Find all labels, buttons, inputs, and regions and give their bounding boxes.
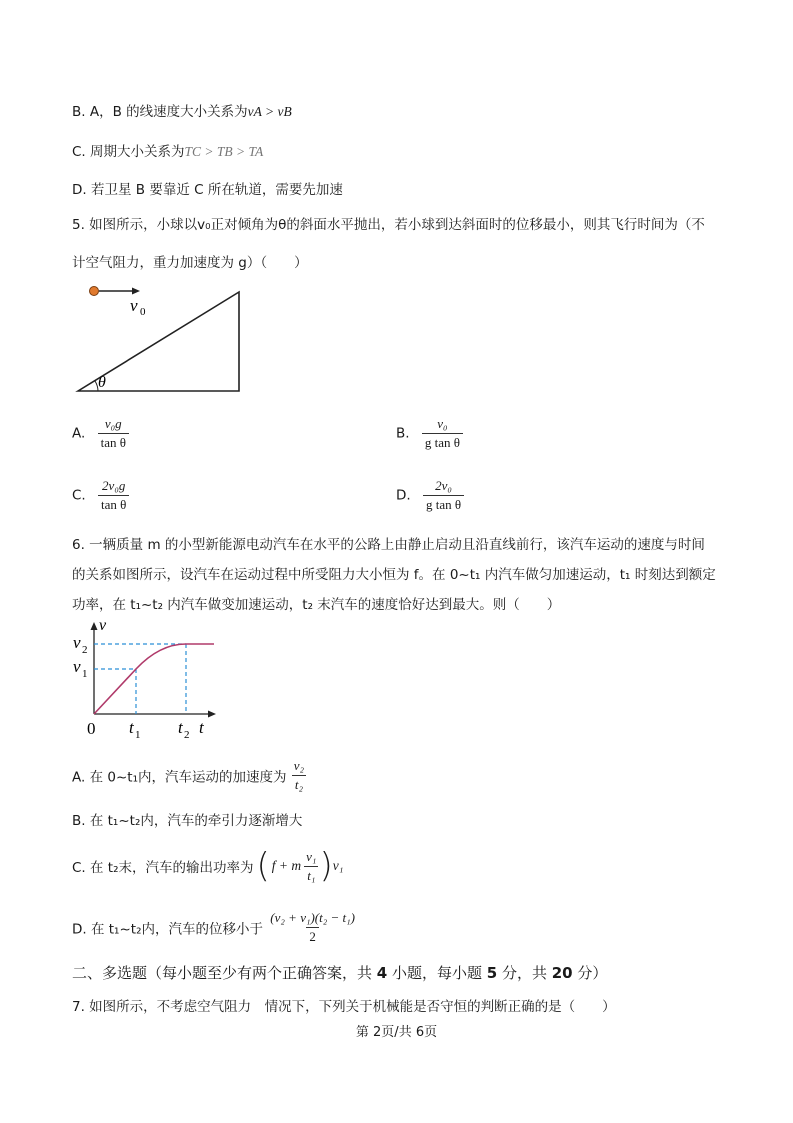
v1-subscript: 1 (82, 668, 88, 680)
v-axis-label: v (99, 617, 107, 634)
q4-option-d: D. 若卫星 B 要靠近 C 所在轨道，需要先加速 (72, 182, 343, 198)
q5-incline-figure (70, 280, 250, 395)
q4-option-c: C. 周期大小关系为TC > TB > TA (72, 144, 264, 160)
q5-option-d-fraction: $\frac{\text{2v₀}}{\text{g tan θ}}$ (423, 478, 464, 513)
v2-label: v (73, 633, 81, 652)
q6-option-b: B. 在 t₁~t₂内，汽车的牵引力逐渐增大 (72, 813, 303, 829)
page-footer: 第 2页/共 6页 (355, 1025, 438, 1040)
q4-option-b-math: vA > vB (247, 104, 292, 119)
q5-option-b: B. $\frac{\text{v₀}}{\text{g tan θ}}$ (396, 416, 463, 451)
ball-icon (90, 287, 99, 296)
q6-option-a-fraction: $\frac{\text{v₂}}{\text{t₂}}$ (293, 758, 305, 792)
q5-option-a-fraction: $\frac{\text{v₀g}}{\text{tan θ}}$ (98, 416, 129, 451)
v0-subscript: 0 (140, 306, 146, 318)
t2-label: t (178, 718, 183, 737)
q5-stem-line2: 计空气阻力，重力加速度为 g）（ ） (72, 255, 308, 271)
q6-stem-line2: 的关系如图所示，设汽车在运动过程中所受阻力大小恒为 f。在 0~t₁ 内汽车做匀加速运动，t₁ 时刻达到额定 (72, 567, 716, 583)
v1-label: v (73, 657, 81, 676)
q5-option-c-fraction: $\frac{\text{2v₀g}}{\text{tan θ}}$ (98, 478, 129, 513)
q6-option-c: C. 在 t₂末，汽车的输出功率为 ( f + m $\frac{\text{v₁}}{\text{t₁}}$ ) v₁ (72, 846, 344, 886)
q6-option-d-fraction: $\frac{\text{(v₂ + v₁)(t₂ − t₁)}}{2}$ (270, 910, 355, 944)
open-paren-icon: ( (256, 846, 270, 886)
q5-stem-line1: 5. 如图所示，小球以v₀正对倾角为θ的斜面水平抛出，若小球到达斜面时的位移最小，则其飞行时间为（不 (72, 217, 705, 233)
t-axis-label: t (199, 718, 204, 737)
t1-label: t (129, 718, 134, 737)
q5-option-a: A. $\frac{\text{v₀g}}{\text{tan θ}}$ (72, 416, 129, 451)
section2-heading: 二、多选题（每小题至少有两个正确答案，共 4 小题，每小题 5 分，共 20 分） (72, 964, 608, 982)
q4-option-b: B. A，B 的线速度大小关系为vA > vB (72, 104, 292, 120)
v-axis-arrow-icon (91, 622, 98, 630)
t-axis-arrow-icon (208, 711, 216, 718)
q5-option-b-fraction: $\frac{\text{v₀}}{\text{g tan θ}}$ (422, 416, 463, 451)
t1-subscript: 1 (135, 729, 141, 741)
origin-label: 0 (87, 719, 96, 738)
q6-option-a: A. 在 0~t₁内，汽车运动的加速度为 $\frac{\text{v₂}}{\text{t₂}}$ (72, 758, 307, 793)
q6-stem-line3: 功率，在 t₁~t₂ 内汽车做变加速运动，t₂ 末汽车的速度恰好达到最大。则（ ） (72, 597, 561, 613)
q4-option-c-math: TC > TB > TA (184, 144, 264, 159)
velocity-curve (94, 644, 214, 714)
q5-option-c: C. $\frac{\text{2v₀g}}{\text{tan θ}}$ (72, 478, 129, 513)
velocity-arrowhead-icon (132, 288, 140, 295)
close-paren-icon: ) (319, 846, 333, 886)
v0-label: v (130, 296, 138, 315)
theta-label: θ (98, 374, 106, 391)
q7-stem-line1: 7. 如图所示，不考虑空气阻力 情况下，下列关于机械能是否守恒的判断正确的是（ ） (72, 999, 616, 1015)
t2-subscript: 2 (184, 729, 190, 741)
v2-subscript: 2 (82, 644, 88, 656)
q5-option-d: D. $\frac{\text{2v₀}}{\text{g tan θ}}$ (396, 478, 464, 513)
q6-option-d: D. 在 t₁~t₂内，汽车的位移小于 $\frac{\text{(v₂ + v₁)(t₂ − t₁)}}{2}$ (72, 910, 358, 945)
q6-vt-graph (68, 616, 228, 742)
q6-stem-line1: 6. 一辆质量 m 的小型新能源电动汽车在水平的公路上由静止启动且沿直线前行，该汽车运动的速度与时间 (72, 537, 705, 553)
q6-option-c-fraction: $\frac{\text{v₁}}{\text{t₁}}$ (306, 848, 317, 883)
